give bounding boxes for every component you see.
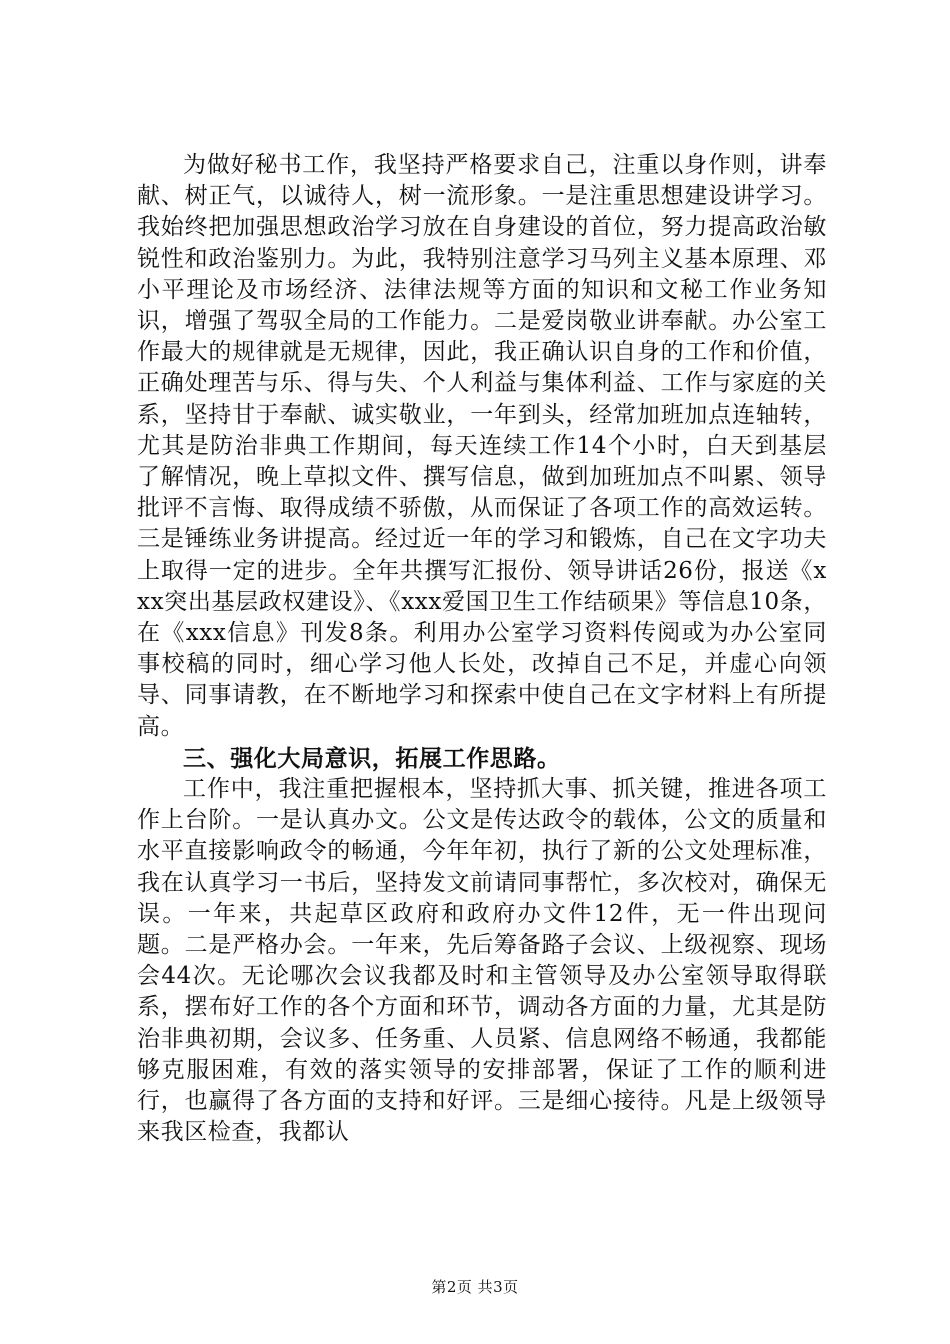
body-paragraph-1: 为做好秘书工作，我坚持严格要求自己，注重以身作则，讲奉献、树正气，以诚待人，树一流形象。一是注重思想建设讲学习。我始终把加强思想政治学习放在自身建设的首位，努力提高政治敏锐性和政治鉴别力。为此，我特别注意学习马列主义基本原理、邓小平理论及市场经济、法律法规等方面的知识和文秘工作业务知识，增强了驾驭全局的工作能力。二是爱岗敬业讲奉献。办公室工作最大的规律就是无规律，因此，我正确认识自身的工作和价值，正确处理苦与乐、得与失、个人利益与集体利益、工作与家庭的关系，坚持甘于奉献、诚实敬业，一年到头，经常加班加点连轴转，尤其是防治非典工作期间，每天连续工作14个小时，白天到基层了解情况，晚上草拟文件、撰写信息，做到加班加点不叫累、领导批评不言悔、取得成绩不骄傲，从而保证了各项工作的高效运转。三是锤练业务讲提高。经过近一年的学习和锻炼，自己在文字功夫上取得一定的进步。全年共撰写汇报份、领导讲话26份，报送《xxx突出基层政权建设》、《xxx爱国卫生工作结硕果》等信息10条，在《xxx信息》刊发8条。利用办公室学习资料传阅或为办公室同事校稿的同时，细心学习他人长处，改掉自己不足，并虚心向领导、同事请教，在不断地学习和探索中使自己在文字材料上有所提高。 xyxy=(137,152,827,740)
section-heading: 三、强化大局意识，拓展工作思路。 xyxy=(183,744,561,772)
body-paragraph-2: 工作中，我注重把握根本，坚持抓大事、抓关键，推进各项工作上台阶。一是认真办文。公文是传达政令的载体，公文的质量和水平直接影响政令的畅通，今年年初，执行了新的公文处理标准，我在认真学习一书后，坚持发文前请同事帮忙，多次校对，确保无误。一年来，共起草区政府和政府办文件12件，无一件出现问题。二是严格办会。一年来，先后筹备路子会议、上级视察、现场会44次。无论哪次会议我都及时和主管领导及办公室领导取得联系，摆布好工作的各个方面和环节，调动各方面的力量，尤其是防治非典初期，会议多、任务重、人员紧、信息网络不畅通，我都能够克服困难，有效的落实领导的安排部署，保证了工作的顺利进行，也赢得了各方面的支持和好评。三是细心接待。凡是上级领导来我区检查，我都认 xyxy=(137,776,827,1146)
document-body xyxy=(137,150,827,1149)
page-number-footer: 第2页 共3页 xyxy=(431,1278,519,1296)
